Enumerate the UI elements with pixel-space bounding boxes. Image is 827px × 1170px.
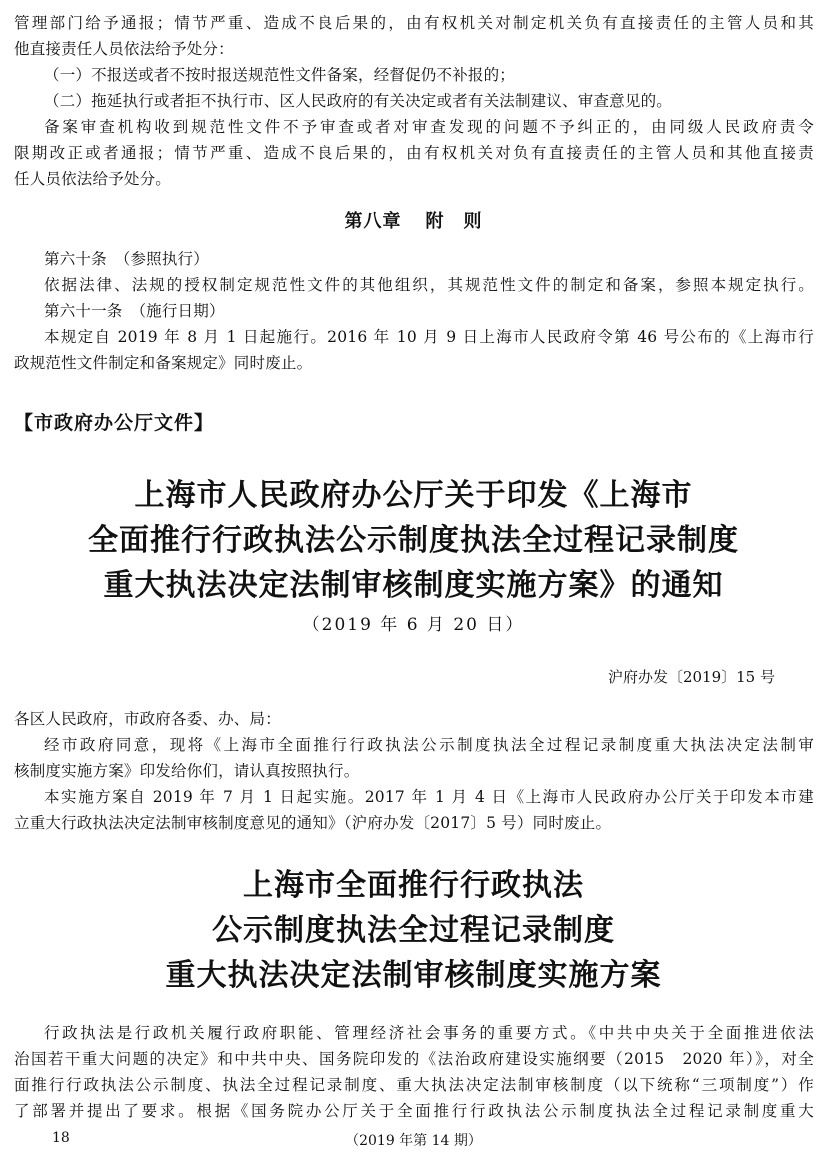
paragraph-line: 核制度实施方案》印发给你们，请认真按照执行。 [14, 762, 360, 780]
paragraph-line: 治国若干重大问题的决定》和中共中央、国务院印发的《法治政府建设实施纲要（2015 2020 年）》，对全 [14, 1050, 814, 1068]
section-tag: 【市政府办公厅文件】 [14, 412, 215, 434]
paragraph-line: 行政执法是行政机关履行政府职能、管理经济社会事务的重要方式。《中共中央关于全面推进依法 [44, 1024, 814, 1042]
plan-title-line: 上海市全面推行行政执法 [243, 868, 584, 903]
paragraph-line: 他直接责任人员依法给予处分： [14, 40, 234, 58]
paragraph-line: 本实施方案自 2019 年 7 月 1 日起实施。2017 年 1 月 4 日《上海市人民政府办公厅关于印发本市建 [44, 788, 814, 806]
paragraph-line: 备案审查机构收到规范性文件不予审查或者对审查发现的问题不予纠正的，由同级人民政府责令 [44, 118, 814, 136]
paragraph-line: 政规范性文件制定和备案规定》同时废止。 [14, 354, 313, 372]
list-item: （一）不报送或者不按时报送规范性文件备案，经督促仍不补报的； [44, 66, 516, 84]
page-number: 18 [52, 1130, 70, 1146]
paragraph-line: 本规定自 2019 年 8 月 1 日起施行。2016 年 10 月 9 日上海市人民政府令第 46 号公布的《上海市行 [44, 328, 814, 346]
chapter-number: 第八章 [344, 211, 402, 232]
paragraph-line: 管理部门给予通报；情节严重、造成不良后果的，由有权机关对制定机关负有直接责任的主管人员和其 [14, 14, 814, 32]
notice-title-line: 重大执法决定法制审核制度实施方案》的通知 [103, 568, 724, 603]
plan-title-line: 公示制度执法全过程记录制度 [212, 913, 615, 948]
document-number: 沪府办发〔2019〕15 号 [607, 668, 775, 686]
notice-date: （2019 年 6 月 20 日） [302, 615, 525, 635]
article-heading: 第六十条 （参照执行） [44, 250, 209, 268]
article-heading: 第六十一条 （施行日期） [44, 302, 225, 320]
plan-title-line: 重大执法决定法制审核制度实施方案 [165, 958, 662, 993]
paragraph-line: 立重大行政执法决定法制审核制度意见的通知》（沪府办发〔2017〕5 号）同时废止。 [14, 814, 612, 832]
notice-title-line: 全面推行行政执法公示制度执法全过程记录制度 [88, 523, 739, 558]
paragraph-line: 经市政府同意，现将《上海市全面推行行政执法公示制度执法全过程记录制度重大执法决定法制审 [44, 736, 814, 754]
notice-title-line: 上海市人民政府办公厅关于印发《上海市 [134, 478, 693, 513]
paragraph-line: 限期改正或者通报；情节严重、造成不良后果的，由有权机关对负有直接责任的主管人员和其他直接责 [14, 144, 814, 162]
paragraph-line: 面推行行政执法公示制度、执法全过程记录制度、重大执法决定法制审核制度（以下统称“三项制度”）作 [14, 1076, 814, 1094]
paragraph-line: 了部署并提出了要求。根据《国务院办公厅关于全面推行行政执法公示制度执法全过程记录制度重大 [14, 1102, 814, 1120]
issue-label: （2019 年第 14 期） [345, 1133, 482, 1149]
paragraph-line: 依据法律、法规的授权制定规范性文件的其他组织，其规范性文件的制定和备案，参照本规定执行。 [44, 276, 814, 294]
chapter-heading [0, 207, 827, 233]
paragraph-line: 任人员依法给予处分。 [14, 170, 172, 188]
list-item: （二）拖延执行或者拒不执行市、区人民政府的有关决定或者有关法制建议、审查意见的。 [44, 92, 673, 110]
addressee: 各区人民政府，市政府各委、办、局： [14, 710, 281, 728]
chapter-name: 附 则 [425, 211, 483, 232]
